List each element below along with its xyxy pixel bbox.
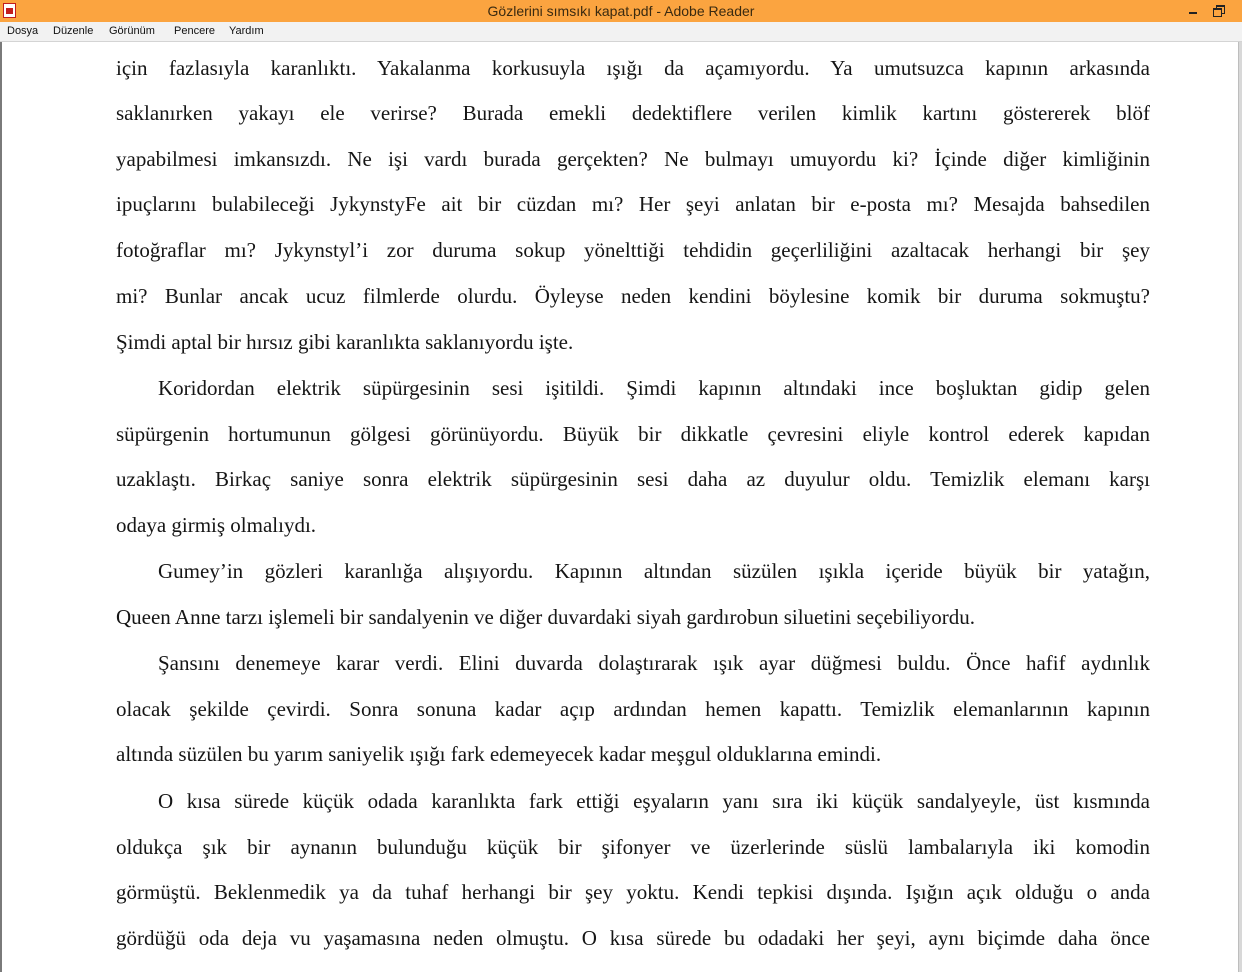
text-line: görmüştü. Beklenmedik ya da tuhaf herhangi bir şey yoktu. Kendi tepkisi dışında. Işığın açık olduğu o anda xyxy=(116,880,1150,904)
text-line: ipuçlarını bulabileceği JykynstyFe ait bir cüzdan mı? Her şeyi anlatan bir e-posta mı? Mesajda bahsedilen xyxy=(116,192,1150,216)
text-line: oldukça şık bir aynanın bulunduğu küçük bir şifonyer ve üzerlerinde süslü lambalarıyla iki komodin xyxy=(116,835,1150,859)
text-line: olacak şekilde çevirdi. Sonra sonuna kadar açıp ardından hemen kapattı. Temizlik elemanlarının kapının xyxy=(116,697,1150,721)
menu-duzenle[interactable]: Düzenle xyxy=(53,25,94,37)
text-line: Şansını denemeye karar verdi. Elini duvarda dolaştırarak ışık ayar düğmesi buldu. Önce hafif aydınlık xyxy=(158,651,1150,675)
window-title: Gözlerini sımsıkı kapat.pdf - Adobe Reader xyxy=(487,3,755,19)
text-line: süpürgenin hortumunun gölgesi görünüyordu. Büyük bir dikkatle çevresini eliyle kontrol ederek kapıdan xyxy=(116,422,1150,446)
menu-gorunum[interactable]: Görünüm xyxy=(109,25,155,37)
minimize-button[interactable] xyxy=(1184,2,1202,18)
text-line: Koridordan elektrik süpürgesinin sesi işitildi. Şimdi kapının altındaki ince boşluktan gidip gelen xyxy=(158,376,1150,400)
text-line: odaya girmiş olmalıydı. xyxy=(116,513,317,537)
menu-pencere[interactable]: Pencere xyxy=(174,25,215,37)
text-line: yapabilmesi imkansızdı. Ne işi vardı burada gerçekten? Ne bulmayı umuyordu ki? İçinde diğer kimliğinin xyxy=(116,147,1150,171)
pdf-page xyxy=(2,42,1238,972)
menu-bar xyxy=(0,22,1242,42)
text-line: Şimdi aptal bir hırsız gibi karanlıkta saklanıyordu işte. xyxy=(116,330,574,354)
vertical-scrollbar[interactable] xyxy=(1238,42,1242,972)
text-line: için fazlasıyla karanlıktı. Yakalanma korkusuyla ışığı da açamıyordu. Ya umutsuzca kapının arkasında xyxy=(116,56,1150,80)
text-line: altında süzülen bu yarım saniyelik ışığı fark edemeyecek kadar meşgul olduklarına emindi. xyxy=(116,742,882,766)
text-line: gördüğü oda deja vu yaşamasına neden olmuştu. O kısa sürede bu odadaki her şeyi, aynı biçimde daha önce xyxy=(116,926,1150,950)
text-line: O kısa sürede küçük odada karanlıkta fark ettiği eşyaların yanı sıra iki küçük sandalyeyle, üst kısmında xyxy=(158,789,1150,813)
text-line: saklanırken yakayı ele verirse? Burada emekli dedektiflere verilen kimlik kartını göstererek blöf xyxy=(116,101,1150,125)
restore-button[interactable] xyxy=(1210,2,1228,18)
text-line: Gumey’in gözleri karanlığa alışıyordu. Kapının altından süzülen ışıkla içeride büyük bir yatağın, xyxy=(158,559,1150,583)
text-line: mi? Bunlar ancak ucuz filmlerde olurdu. Öyleyse neden kendini böylesine komik bir duruma sokmuştu? xyxy=(116,284,1150,308)
text-line: fotoğraflar mı? Jykynstyl’i zor duruma sokup yönelttiği tehdidin geçerliliğini azaltacak herhangi bir şey xyxy=(116,238,1150,262)
title-bar[interactable] xyxy=(0,0,1242,22)
text-line: Queen Anne tarzı işlemeli bir sandalyenin ve diğer duvardaki siyah gardırobun siluetini seçebiliyordu. xyxy=(116,605,976,629)
menu-yardim[interactable]: Yardım xyxy=(229,25,264,37)
minimize-icon xyxy=(1189,12,1197,14)
menu-dosya[interactable]: Dosya xyxy=(7,25,39,37)
text-line: uzaklaştı. Birkaç saniye sonra elektrik süpürgesinin sesi daha az duyulur oldu. Temizlik elemanı karşı xyxy=(116,467,1150,491)
